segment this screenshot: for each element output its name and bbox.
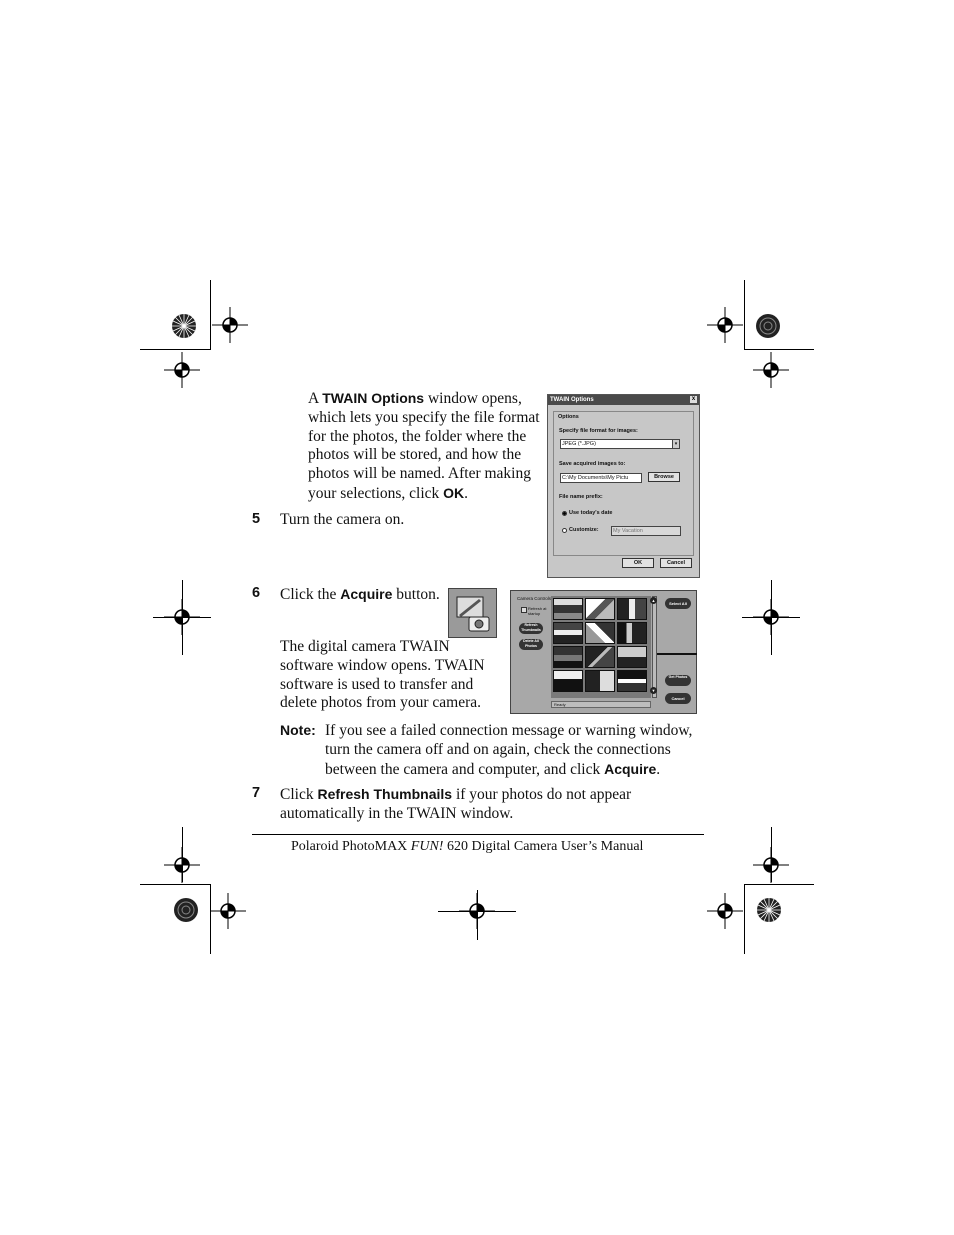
crosshair-icon bbox=[707, 307, 743, 343]
scroll-down-icon[interactable]: ▼ bbox=[651, 688, 656, 693]
starburst-target-icon bbox=[172, 896, 200, 924]
step-6-desc-line1: The digital camera TWAIN bbox=[280, 638, 450, 655]
save-location-field[interactable]: C:\My Documents\My Pictu bbox=[560, 473, 642, 483]
step-6-desc-line2: software window opens. TWAIN bbox=[280, 656, 485, 674]
photo-thumbnail[interactable] bbox=[585, 670, 615, 692]
photo-thumbnail[interactable] bbox=[585, 622, 615, 644]
step-7-line2: automatically in the TWAIN window. bbox=[280, 804, 514, 822]
note-acquire-label: Acquire bbox=[604, 760, 657, 777]
delete-all-button[interactable]: Delete All Photos bbox=[519, 639, 543, 650]
intro-line6: your selections, click bbox=[308, 484, 444, 502]
refresh-thumbnails-label: Refresh Thumbnails bbox=[317, 786, 453, 802]
save-location-label: Save acquired images to: bbox=[559, 461, 626, 467]
step-6-click: Click the bbox=[280, 586, 341, 603]
use-date-label: Use today's date bbox=[569, 510, 613, 516]
photo-thumbnail[interactable] bbox=[553, 622, 583, 644]
acquire-label: Acquire bbox=[340, 586, 393, 602]
intro-paragraph bbox=[308, 389, 543, 504]
file-prefix-label: File name prefix: bbox=[559, 494, 603, 500]
ok-button[interactable]: OK bbox=[622, 558, 654, 568]
crosshair-icon bbox=[164, 847, 200, 883]
footer-pre: Polaroid PhotoMAX bbox=[291, 839, 411, 854]
crosshair-icon bbox=[210, 893, 246, 929]
step-6-button-text: button. bbox=[392, 586, 440, 603]
ok-label: OK bbox=[443, 484, 465, 501]
customize-field[interactable]: My Vacation bbox=[611, 526, 681, 536]
chevron-down-icon[interactable]: ▾ bbox=[672, 440, 679, 448]
step-7-click: Click bbox=[280, 786, 318, 803]
browse-button[interactable]: Browse bbox=[648, 472, 680, 482]
intro-line1: window opens, bbox=[424, 390, 522, 407]
footer-post: 620 Digital Camera User’s Manual bbox=[443, 839, 644, 854]
crosshair-icon bbox=[164, 352, 200, 388]
starburst-target-icon bbox=[170, 312, 198, 340]
footer-fun: FUN! bbox=[410, 839, 444, 854]
crosshair-icon bbox=[753, 352, 789, 388]
file-format-value: JPEG (*.JPG) bbox=[562, 441, 596, 447]
step-7-text bbox=[280, 785, 631, 824]
note-text bbox=[325, 722, 705, 779]
photo-thumbnail[interactable] bbox=[553, 598, 583, 620]
note-period: . bbox=[656, 760, 661, 778]
photo-thumbnail[interactable] bbox=[617, 670, 647, 692]
intro-line2: which lets you specify the file format bbox=[308, 408, 540, 426]
step-6-desc-line3: software is used to transfer and bbox=[280, 675, 474, 693]
crosshair-icon bbox=[212, 307, 248, 343]
options-group-label: Options bbox=[558, 414, 579, 420]
scroll-up-icon[interactable]: ▲ bbox=[651, 598, 656, 603]
acquire-button-icon[interactable] bbox=[448, 588, 497, 638]
photo-thumbnail[interactable] bbox=[617, 622, 647, 644]
starburst-target-icon bbox=[755, 896, 783, 924]
note-line1: If you see a failed connection message or warning window, bbox=[325, 722, 693, 739]
divider bbox=[657, 653, 697, 655]
customize-label: Customize: bbox=[569, 527, 599, 533]
step-7-number: 7 bbox=[252, 785, 261, 801]
crosshair-icon bbox=[753, 847, 789, 883]
step-6-desc-line4: delete photos from your camera. bbox=[280, 694, 481, 712]
crosshair-icon bbox=[707, 893, 743, 929]
select-all-button[interactable]: Select All bbox=[665, 598, 691, 609]
footer-rule bbox=[252, 834, 704, 835]
note-line3: between the camera and computer, and click bbox=[325, 760, 605, 778]
dialog-title-bar bbox=[548, 395, 699, 405]
close-icon[interactable]: x bbox=[691, 396, 696, 402]
step-6-description bbox=[280, 638, 495, 713]
file-format-select[interactable] bbox=[560, 439, 680, 449]
scanner-camera-icon bbox=[449, 589, 496, 637]
photo-thumbnail[interactable] bbox=[585, 646, 615, 668]
refresh-startup-label: Refresh at startup bbox=[528, 606, 547, 616]
customize-radio[interactable] bbox=[562, 528, 567, 533]
intro-line3: for the photos, the folder where the bbox=[308, 427, 527, 445]
cancel-button[interactable]: Cancel bbox=[660, 558, 692, 568]
status-bar: Ready bbox=[551, 701, 651, 708]
step-7-rest: if your photos do not appear bbox=[452, 786, 632, 803]
intro-prefix: A bbox=[308, 390, 323, 407]
footer-text bbox=[291, 839, 643, 855]
photo-thumbnail[interactable] bbox=[585, 598, 615, 620]
intro-line5: photos will be named. After making bbox=[308, 465, 531, 483]
get-photos-button[interactable]: Get Photos bbox=[665, 675, 691, 686]
photo-thumbnail[interactable] bbox=[617, 598, 647, 620]
step-6-number: 6 bbox=[252, 585, 261, 601]
step-6-line bbox=[280, 585, 440, 605]
twain-options-dialog bbox=[547, 394, 700, 578]
thumbnail-scrollbar[interactable] bbox=[652, 596, 657, 698]
note-line2: turn the camera off and on again, check the connections bbox=[325, 740, 671, 758]
starburst-target-icon bbox=[754, 312, 782, 340]
step-5-number: 5 bbox=[252, 511, 261, 527]
intro-period: . bbox=[464, 484, 469, 502]
file-format-label: Specify file format for images: bbox=[559, 428, 638, 434]
twain-software-window bbox=[510, 590, 697, 714]
refresh-startup-checkbox[interactable] bbox=[521, 607, 527, 613]
photo-thumbnail[interactable] bbox=[553, 646, 583, 668]
step-5-text: Turn the camera on. bbox=[280, 511, 405, 528]
camera-controls-label: Camera Controls bbox=[517, 596, 552, 601]
note-label: Note: bbox=[280, 722, 316, 738]
use-date-radio[interactable] bbox=[562, 511, 567, 516]
dialog-title: TWAIN Options bbox=[550, 397, 594, 403]
twain-options-label: TWAIN Options bbox=[322, 390, 425, 406]
photo-thumbnail[interactable] bbox=[553, 670, 583, 692]
refresh-thumbnails-button[interactable]: Refresh Thumbnails bbox=[519, 623, 543, 634]
intro-line4: photos will be stored, and how the bbox=[308, 446, 522, 464]
cancel-button[interactable]: Cancel bbox=[665, 693, 691, 704]
photo-thumbnail[interactable] bbox=[617, 646, 647, 668]
